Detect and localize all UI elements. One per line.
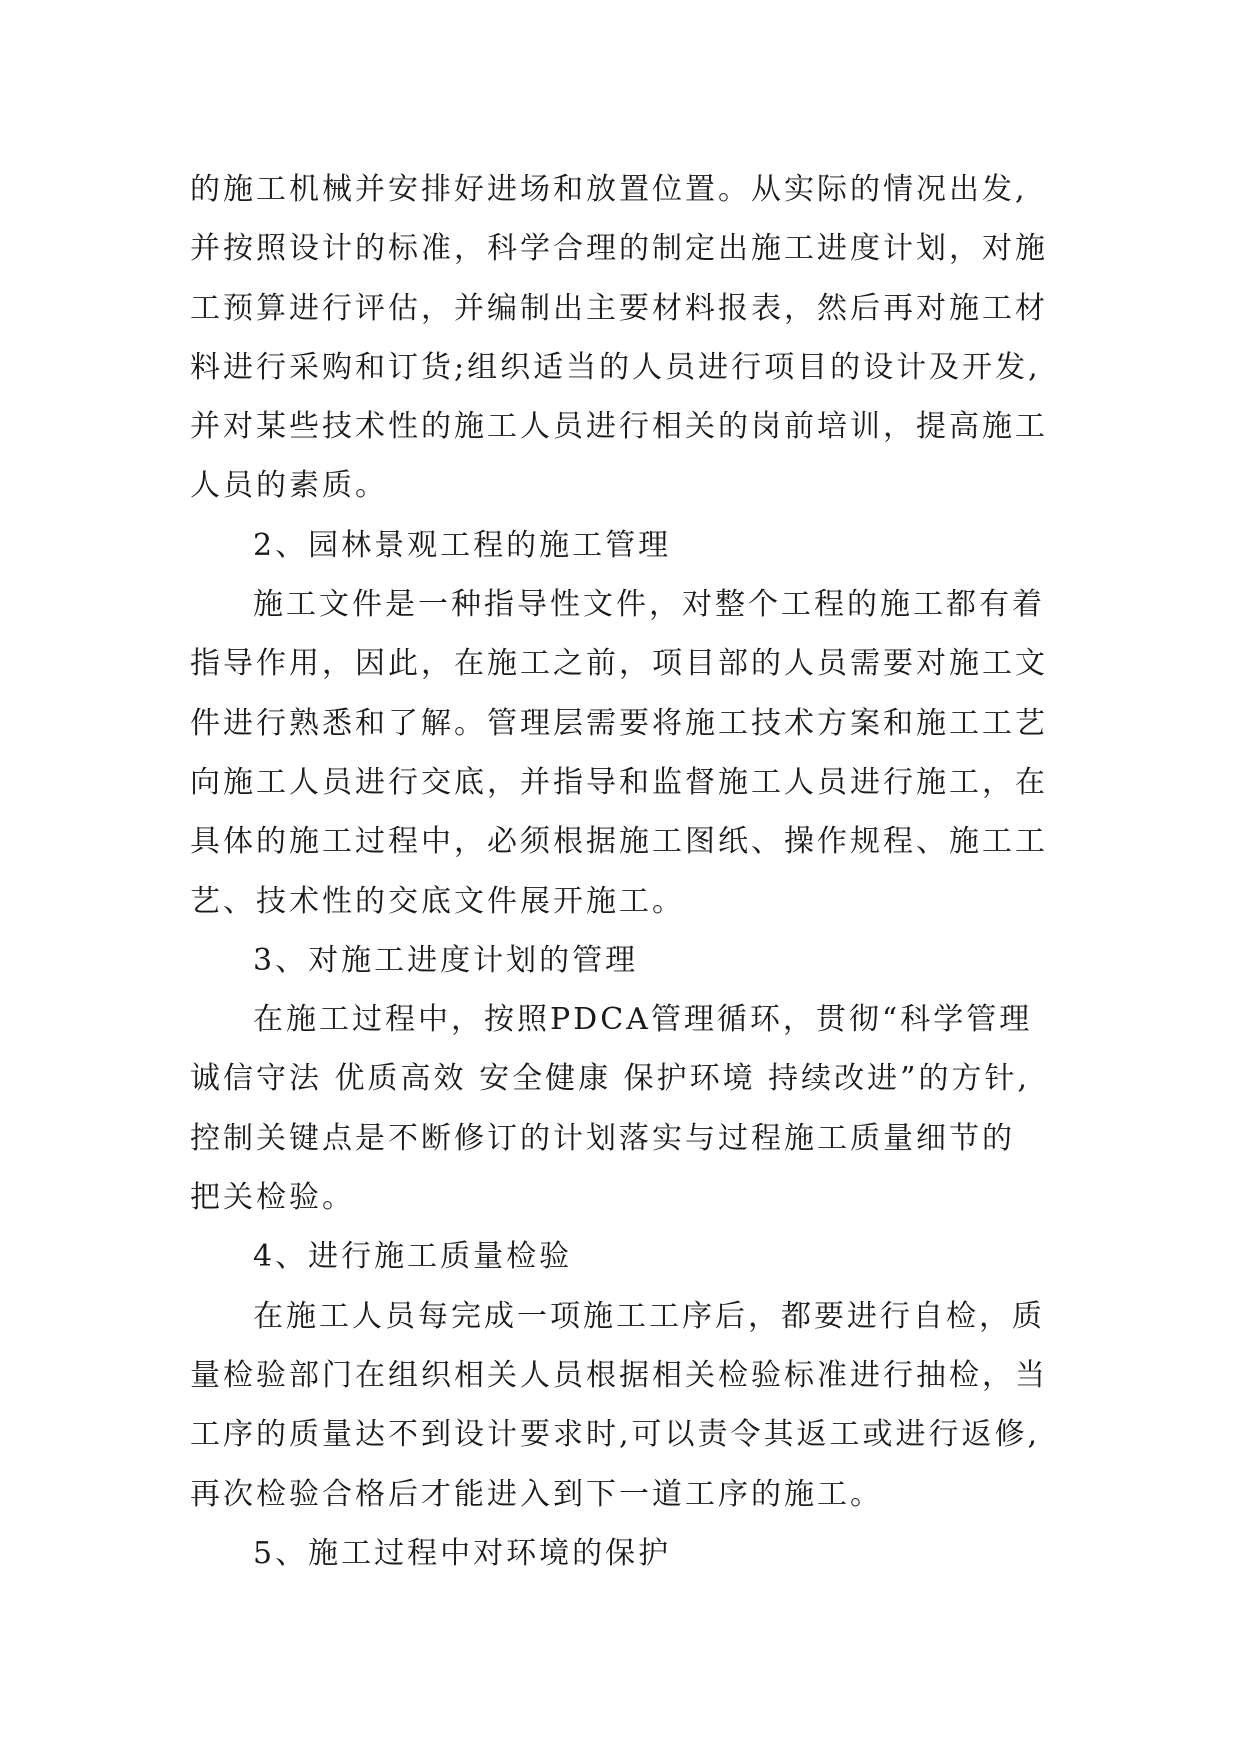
text-line: 控制关键点是不断修订的计划落实与过程施工质量细节的 (190, 1120, 1015, 1156)
text-line: 工序的质量达不到设计要求时,可以责令其返工或进行返修, (190, 1417, 1041, 1453)
text-line: 向施工人员进行交底，并指导和监督施工人员进行施工，在 (190, 764, 1048, 800)
text-line: 指导作用，因此，在施工之前，项目部的人员需要对施工文 (190, 646, 1048, 682)
text-line: 诚信守法 优质高效 安全健康 保护环境 持续改进”的方针, (190, 1061, 1031, 1097)
text-line: 的施工机械并安排好进场和放置位置。从实际的情况出发, (190, 172, 1028, 207)
text-line: 施工文件是一种指导性文件，对整个工程的施工都有着 (253, 587, 1045, 623)
text-line: 料进行采购和订货;组织适当的人员进行项目的设计及开发, (190, 349, 1041, 385)
text-line: 把关检验。 (190, 1180, 355, 1216)
text-line: 件进行熟悉和了解。管理层需要将施工技术方案和施工工艺 (190, 705, 1048, 741)
text-line: 并对某些技术性的施工人员进行相关的岗前培训，提高施工 (190, 409, 1048, 445)
text-line: 量检验部门在组织相关人员根据相关检验标准进行抽检，当 (190, 1357, 1048, 1393)
text-line: 具体的施工过程中，必须根据施工图纸、操作规程、施工工 (190, 824, 1048, 860)
text-line: 在施工人员每完成一项施工工序后，都要进行自检，质 (253, 1298, 1045, 1334)
text-line: 并按照设计的标准，科学合理的制定出施工进度计划，对施 (190, 231, 1048, 267)
section-heading: 2、园林景观工程的施工管理 (253, 527, 672, 563)
section-heading: 3、对施工进度计划的管理 (253, 942, 639, 978)
text-line: 再次检验合格后才能进入到下一道工序的施工。 (190, 1476, 883, 1512)
text-line: 人员的素质。 (190, 468, 388, 504)
section-heading: 5、施工过程中对环境的保护 (253, 1535, 672, 1571)
text-line: 工预算进行评估，并编制出主要材料报表，然后再对施工材 (190, 290, 1048, 326)
section-heading: 4、进行施工质量检验 (253, 1239, 573, 1275)
text-line: 艺、技术性的交底文件展开施工。 (190, 883, 685, 919)
text-line: 在施工过程中，按照PDCA管理循环，贯彻“科学管理 (253, 1002, 1033, 1038)
document-body (190, 160, 1056, 1583)
